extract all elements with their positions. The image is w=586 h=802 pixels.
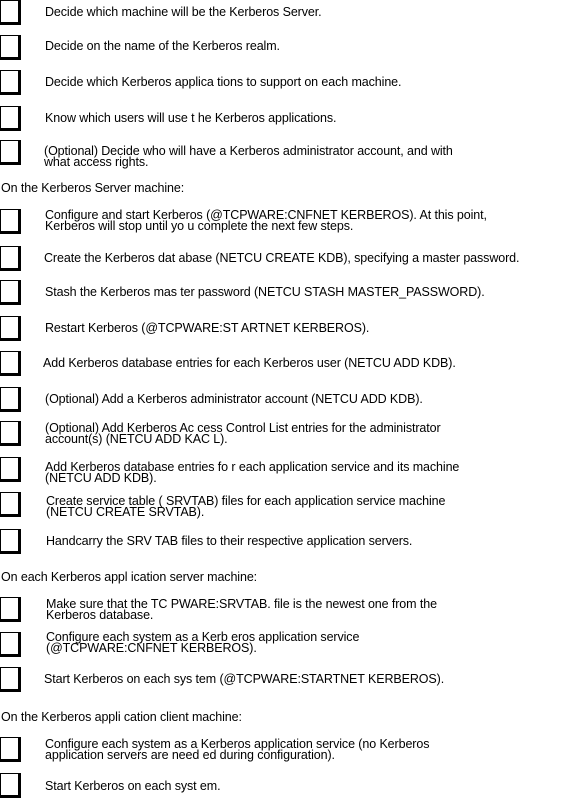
item-text bbox=[45, 113, 336, 124]
item-text-line: Create the Kerberos dat abase (NETCU CREATE KDB), specifying a master password. bbox=[44, 251, 520, 265]
item-text bbox=[45, 394, 423, 405]
item-text-line: (Optional) Add a Kerberos administrator account (NETCU ADD KDB). bbox=[45, 392, 423, 406]
item-text bbox=[45, 462, 459, 484]
item-text-line: Start Kerberos on each syst em. bbox=[45, 779, 221, 793]
item-text bbox=[45, 781, 220, 792]
item-text bbox=[46, 599, 437, 621]
checkbox[interactable] bbox=[0, 0, 21, 25]
item-text-line: Configure and start Kerberos (@TCPWARE:CNFNET KERBEROS). At this point, bbox=[45, 208, 487, 222]
checkbox[interactable] bbox=[0, 316, 21, 341]
item-text-line: Create service table ( SRVTAB) files for each application service machine bbox=[46, 494, 446, 508]
item-text-line: Handcarry the SRV TAB files to their respective application servers. bbox=[46, 534, 413, 548]
item-text bbox=[46, 632, 359, 654]
item-text-line: Restart Kerberos (@TCPWARE:ST ARTNET KERBEROS). bbox=[45, 321, 370, 335]
section-heading: On the Kerberos appli cation client machine: bbox=[1, 710, 242, 724]
item-text-line: (@TCPWARE:CNFNET KERBEROS). bbox=[46, 641, 257, 655]
checkbox[interactable] bbox=[0, 421, 21, 446]
checkbox[interactable] bbox=[0, 737, 21, 762]
item-text-line: Decide on the name of the Kerberos realm. bbox=[45, 39, 280, 53]
item-text-line: Add Kerberos database entries fo r each application service and its machine bbox=[45, 460, 460, 474]
item-text bbox=[46, 496, 445, 518]
checkbox[interactable] bbox=[0, 529, 21, 554]
item-text-line: (Optional) Add Kerberos Ac cess Control List entries for the administrator bbox=[45, 421, 441, 435]
item-text bbox=[45, 7, 322, 18]
item-text bbox=[44, 253, 519, 264]
section-heading: On each Kerberos appl ication server machine: bbox=[1, 570, 258, 584]
checkbox[interactable] bbox=[0, 280, 21, 305]
item-text bbox=[45, 210, 487, 232]
item-text-line: (Optional) Decide who will have a Kerberos administrator account, and with bbox=[44, 144, 453, 158]
checkbox[interactable] bbox=[0, 35, 21, 60]
item-text-line: Add Kerberos database entries for each Kerberos user (NETCU ADD KDB). bbox=[43, 356, 456, 370]
checkbox[interactable] bbox=[0, 632, 21, 657]
item-text-line: account(s) (NETCU ADD KAC L). bbox=[45, 432, 228, 446]
checkbox[interactable] bbox=[0, 457, 21, 482]
checkbox[interactable] bbox=[0, 70, 21, 95]
checkbox[interactable] bbox=[0, 246, 21, 271]
item-text bbox=[44, 146, 453, 168]
section-heading: On the Kerberos Server machine: bbox=[1, 181, 185, 195]
item-text-line: Decide which Kerberos applica tions to support on each machine. bbox=[45, 75, 402, 89]
item-text-line: Start Kerberos on each sys tem (@TCPWARE:STARTNET KERBEROS). bbox=[44, 672, 445, 686]
checkbox[interactable] bbox=[0, 387, 21, 412]
item-text-line: what access rights. bbox=[44, 155, 149, 169]
item-text bbox=[44, 674, 444, 685]
item-text-line: (NETCU ADD KDB). bbox=[45, 471, 157, 485]
checkbox[interactable] bbox=[0, 597, 21, 622]
item-text bbox=[43, 358, 456, 369]
item-text bbox=[45, 41, 280, 52]
item-text-line: application servers are need ed during configuration). bbox=[45, 748, 335, 762]
checkbox[interactable] bbox=[0, 351, 21, 376]
item-text-line: Know which users will use t he Kerberos applications. bbox=[45, 111, 337, 125]
item-text-line: Decide which machine will be the Kerberos Server. bbox=[45, 5, 322, 19]
item-text-line: Kerberos will stop until yo u complete the next few steps. bbox=[45, 219, 354, 233]
checkbox[interactable] bbox=[0, 140, 21, 165]
item-text bbox=[46, 536, 412, 547]
checkbox[interactable] bbox=[0, 106, 21, 131]
checkbox[interactable] bbox=[0, 773, 21, 798]
item-text-line: (NETCU CREATE SRVTAB). bbox=[46, 505, 205, 519]
item-text-line: Configure each system as a Kerb eros application service bbox=[46, 630, 360, 644]
checkbox[interactable] bbox=[0, 209, 21, 234]
item-text-line: Stash the Kerberos mas ter password (NETCU STASH MASTER_PASSWORD). bbox=[45, 285, 485, 299]
item-text-line: Kerberos database. bbox=[46, 608, 154, 622]
item-text-line: Configure each system as a Kerberos application service (no Kerberos bbox=[45, 737, 430, 751]
item-text bbox=[45, 423, 441, 445]
item-text bbox=[45, 739, 429, 761]
item-text bbox=[45, 77, 401, 88]
checkbox[interactable] bbox=[0, 667, 21, 692]
item-text bbox=[45, 287, 485, 298]
item-text bbox=[45, 323, 369, 334]
checkbox[interactable] bbox=[0, 492, 21, 517]
item-text-line: Make sure that the TC PWARE:SRVTAB. file is the newest one from the bbox=[46, 597, 437, 611]
